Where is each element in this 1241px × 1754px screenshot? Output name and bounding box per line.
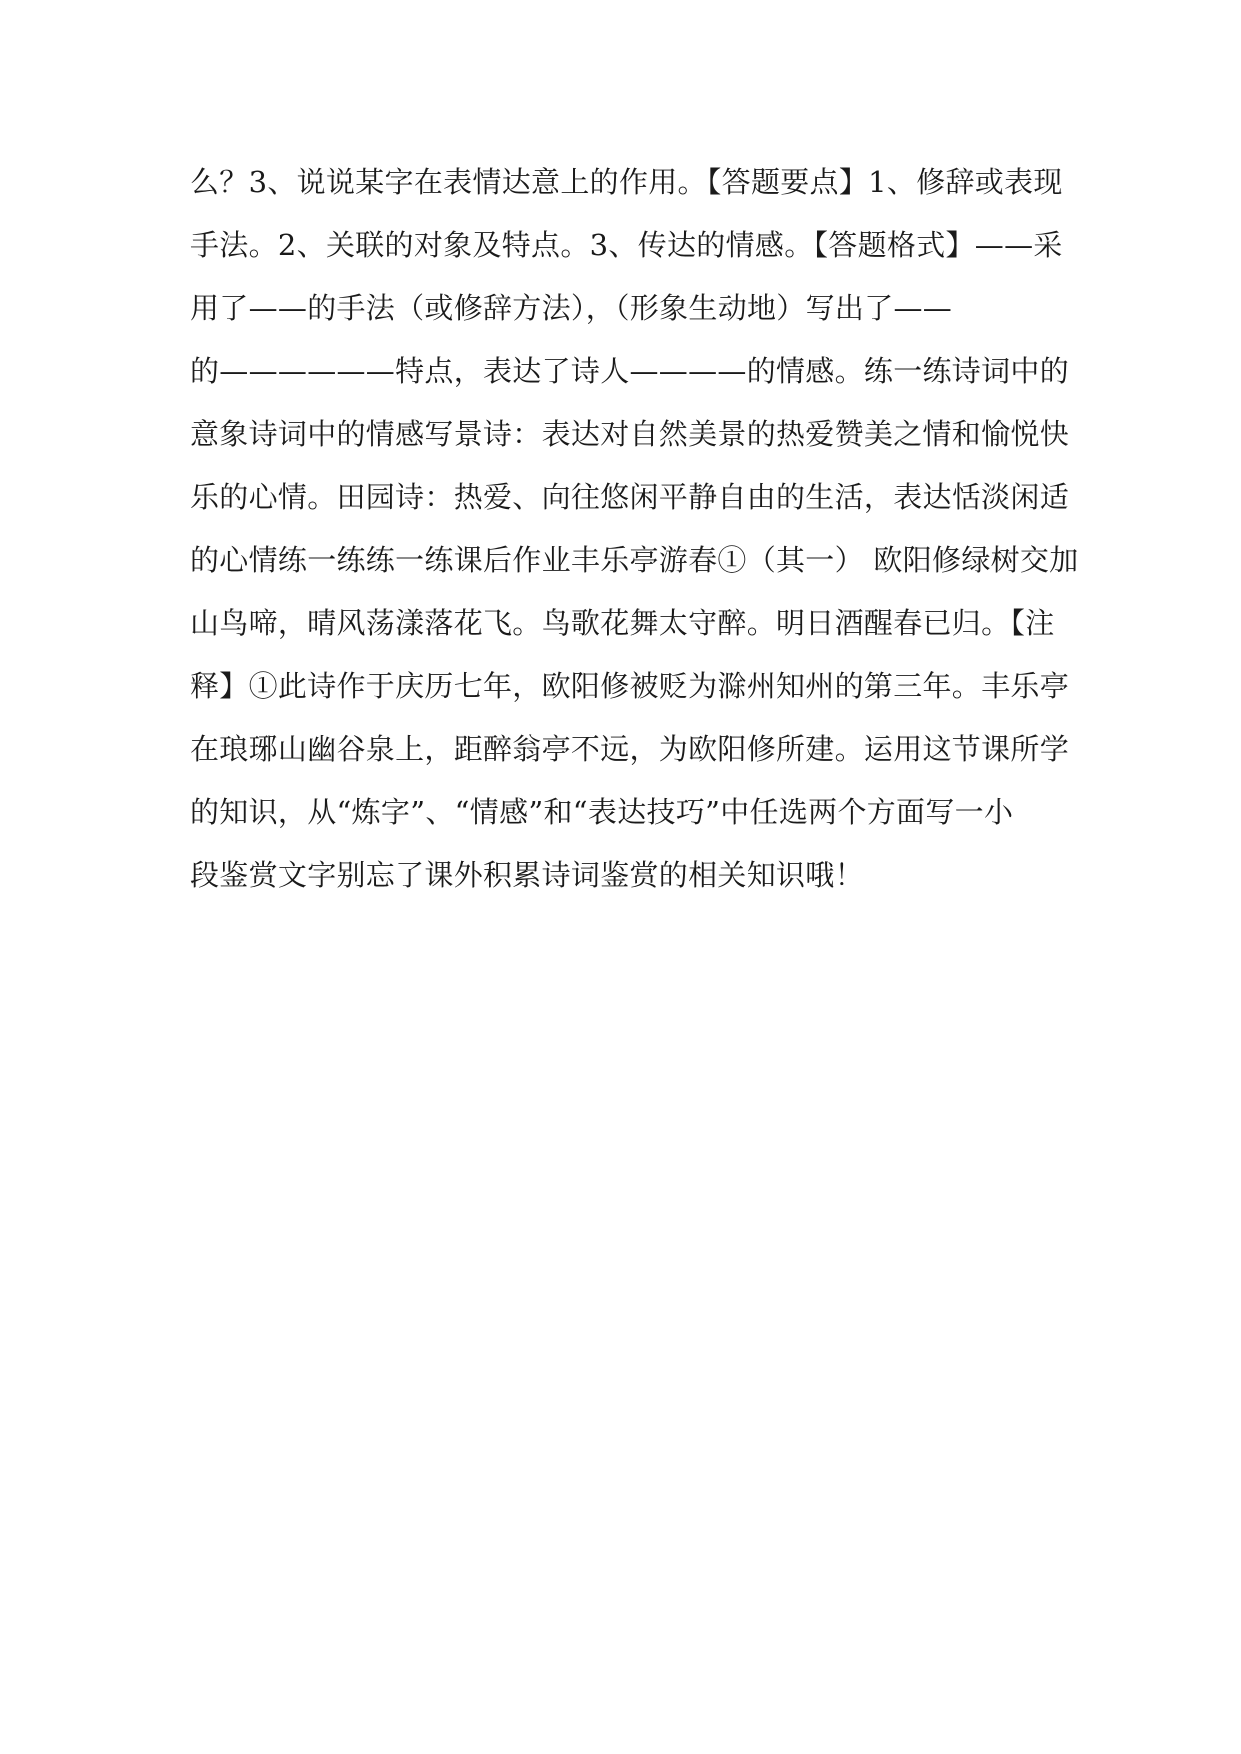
text-line-3: 用了——的手法（或修辞方法），（形象生动地）写出了—— — [190, 291, 953, 325]
text-line-8: 山鸟啼，晴风荡漾落花飞。鸟歌花舞太守醉。明日酒醒春已归。【注 — [190, 606, 1055, 640]
text-line-1: 么？3、说说某字在表情达意上的作用。【答题要点】1、修辞或表现 — [190, 165, 1063, 199]
text-line-11: 的知识，从“炼字”、“情感”和“表达技巧”中任选两个方面写一小 — [190, 795, 1014, 829]
text-line-4: 的——————特点，表达了诗人————的情感。练一练诗词中的 — [190, 354, 1070, 388]
text-line-2: 手法。2、关联的对象及特点。3、传达的情感。【答题格式】——采 — [190, 228, 1063, 262]
text-line-6: 乐的心情。田园诗：热爱、向往悠闲平静自由的生活，表达恬淡闲适 — [190, 480, 1070, 514]
text-line-10: 在琅琊山幽谷泉上，距醉翁亭不远，为欧阳修所建。运用这节课所学 — [190, 732, 1070, 766]
text-line-7: 的心情练一练练一练课后作业丰乐亭游春①（其一） 欧阳修绿树交加 — [190, 543, 1079, 577]
text-line-12: 段鉴赏文字别忘了课外积累诗词鉴赏的相关知识哦！ — [190, 858, 864, 892]
text-line-5: 意象诗词中的情感写景诗：表达对自然美景的热爱赞美之情和愉悦快 — [190, 417, 1070, 451]
text-line-9: 释】①此诗作于庆历七年，欧阳修被贬为滁州知州的第三年。丰乐亭 — [190, 669, 1070, 703]
